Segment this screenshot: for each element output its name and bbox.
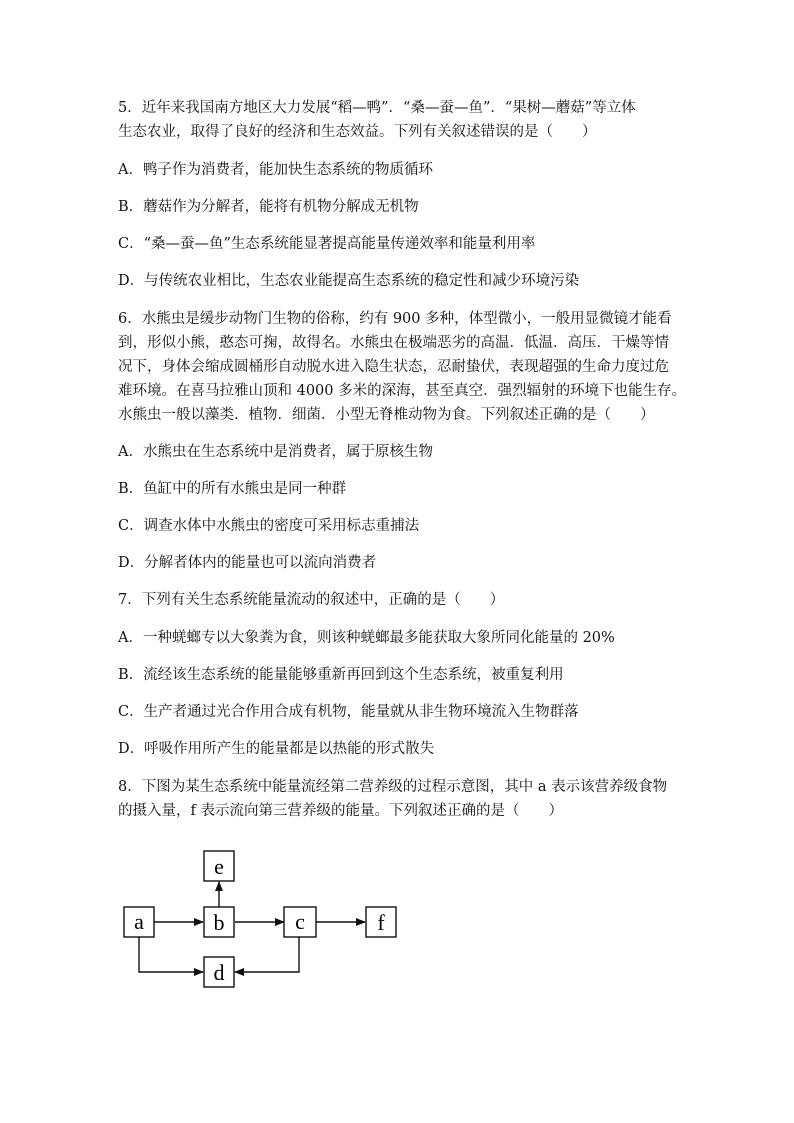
q6-option-d: D．分解者体内的能量也可以流向消费者 (118, 555, 377, 571)
arrow-a-to-d (139, 937, 203, 972)
q6-option-b: B．鱼缸中的所有水熊虫是同一种群 (118, 481, 347, 497)
box-e (204, 851, 234, 881)
q7-stem-line-1: 7．下列有关生态系统能量流动的叙述中，正确的是（ ） (118, 592, 505, 608)
q5-option-d: D．与传统农业相比，生态农业能提高生态系统的稳定性和减少环境污染 (118, 273, 580, 289)
q8-stem-line-1: 8．下图为某生态系统中能量流经第二营养级的过程示意图，其中 a 表示该营养级食物 (118, 779, 668, 795)
q6-option-a: A．水熊虫在生态系统中是消费者，属于原核生物 (118, 444, 433, 460)
box-f (366, 907, 396, 937)
q7-option-b: B．流经该生态系统的能量能够重新再回到这个生态系统，被重复利用 (118, 667, 564, 683)
q6-stem-line-5: 水熊虫一般以藻类．植物．细菌．小型无脊椎动物为食。下列叙述正确的是（ ） (118, 407, 655, 423)
q7-option-d: D．呼吸作用所产生的能量都是以热能的形式散失 (118, 741, 435, 757)
q7-option-c: C．生产者通过光合作用合成有机物，能量就从非生物环境流入生物群落 (118, 704, 579, 720)
q5-stem-line-1: 5．近年来我国南方地区大力发展“稻—鸭”．“桑—蚕—鱼”．“果树—蘑菇”等立体 (118, 100, 636, 116)
box-a (124, 907, 154, 937)
q5-option-c: C．“桑—蚕—鱼”生态系统能显著提高能量传递效率和能量利用率 (118, 236, 536, 252)
arrow-c-to-d (235, 937, 299, 972)
q5-stem-line-2: 生态农业，取得了良好的经济和生态效益。下列有关叙述错误的是（ ） (118, 124, 597, 140)
box-c (284, 907, 316, 937)
box-d-label: d (213, 960, 225, 985)
box-f-label: f (377, 910, 385, 935)
box-b-label: b (213, 910, 225, 935)
q5-option-b: B．蘑菇作为分解者，能将有机物分解成无机物 (118, 199, 419, 215)
q6-stem-line-4: 难环境。在喜马拉雅山顶和 4000 多米的深海，甚至真空．强烈辐射的环境下也能生存。 (118, 383, 687, 399)
q6-stem-line-2: 到，形似小熊，憨态可掬，故得名。水熊虫在极端恶劣的高温．低温．高压．干燥等情 (118, 335, 669, 351)
q8-stem-line-2: 的摄入量，f 表示流向第三营养级的能量。下列叙述正确的是（ ） (118, 803, 563, 819)
q7-option-a: A．一种蜣螂专以大象粪为食，则该种蜣螂最多能获取大象所同化能量的 20% (118, 630, 615, 646)
q6-stem-line-3: 况下，身体会缩成圆桶形自动脱水进入隐生状态，忍耐蛰伏，表现超强的生命力度过危 (118, 359, 669, 375)
q6-stem-line-1: 6．水熊虫是缓步动物门生物的俗称，约有 900 多种，体型微小，一般用显微镜才能看 (118, 311, 672, 327)
box-b (204, 907, 234, 937)
box-c-label: c (295, 909, 305, 934)
box-e-label: e (214, 854, 224, 879)
q6-option-c: C．调查水体中水熊虫的密度可采用标志重捕法 (118, 518, 420, 534)
box-d (204, 957, 234, 987)
box-a-label: a (134, 909, 144, 934)
q5-option-a: A．鸭子作为消费者，能加快生态系统的物质循环 (118, 162, 433, 178)
